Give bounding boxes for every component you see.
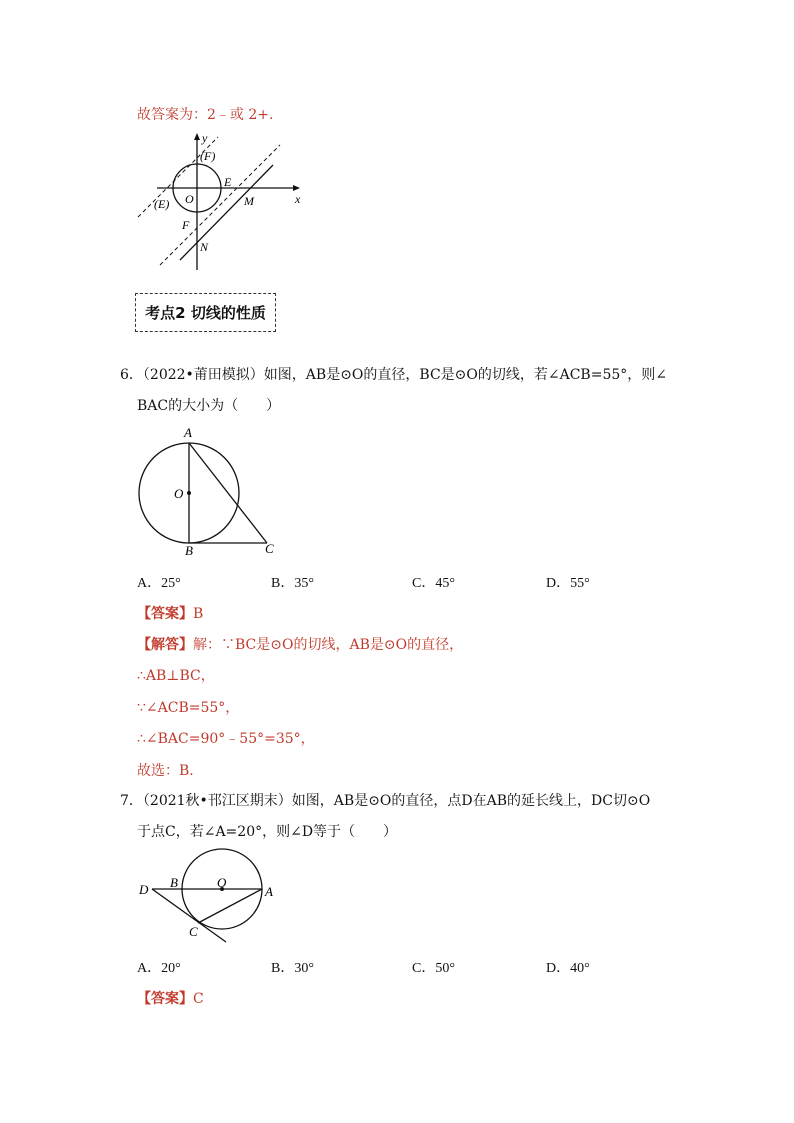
q6-option-d: D．55°: [546, 576, 590, 591]
q6-solution-line2: ∴AB⊥BC，: [137, 668, 215, 684]
figure-q7-circle-tangent: [130, 844, 280, 944]
q7-answer-value: C: [193, 991, 204, 1007]
fig1-label-x: x: [295, 192, 301, 206]
q6-label-c: C: [265, 541, 274, 556]
q6-option-a: A．25°: [137, 576, 181, 591]
q7-option-c: C．50°: [412, 961, 455, 976]
q6-option-c: C．45°: [412, 576, 455, 591]
section-heading-box: [135, 293, 276, 332]
section-heading: 考点2 切线的性质: [145, 304, 266, 322]
fig1-label-n: N: [200, 240, 209, 254]
fig1-label-o: O: [185, 192, 194, 206]
fig1-label-f: F: [182, 218, 190, 232]
q7-stem-line2: 于点C，若∠A=20°，则∠D等于（ ）: [137, 824, 398, 840]
q6-solution-line5: 故选：B.: [137, 763, 194, 779]
q6-label-b: B: [185, 543, 193, 558]
q7-option-a: A．20°: [137, 961, 181, 976]
figure-coordinate-circle: [130, 128, 310, 273]
q6-solution-line1: [137, 634, 463, 654]
q7-label-o: O: [217, 875, 227, 890]
q7-label-b: B: [170, 875, 178, 890]
q6-answer-tag: 【答案】: [137, 606, 193, 622]
q6-label-o: O: [174, 486, 184, 501]
q7-option-b: B．30°: [271, 961, 314, 976]
q6-option-b: B．35°: [271, 576, 314, 591]
q6-label-a: A: [184, 425, 192, 440]
q7-label-d: D: [139, 882, 149, 897]
q6-stem-line2: BAC的大小为（ ）: [137, 398, 281, 414]
q7-answer: [137, 988, 204, 1008]
q6-solution-tag: 【解答】: [137, 637, 193, 653]
previous-answer: 故答案为：2﹣或 2+.: [137, 107, 274, 123]
fig1-label-f-paren: (F): [200, 149, 216, 163]
fig1-label-e: E: [224, 175, 232, 189]
q7-answer-tag: 【答案】: [137, 991, 193, 1007]
figure-q6-circle-tangent: [130, 422, 290, 558]
fig1-label-y: y: [202, 131, 208, 145]
q6-solution-line3: ∵∠ACB=55°，: [137, 700, 240, 716]
fig1-label-e-paren: (E): [154, 197, 170, 211]
q6-stem-line1: 6．（2022•莆田模拟）如图，AB是⊙O的直径，BC是⊙O的切线，若∠ACB=55°，则∠: [120, 367, 667, 383]
q7-label-a: A: [265, 884, 273, 899]
q7-option-d: D．40°: [546, 961, 590, 976]
q7-stem-line1: 7．（2021秋•邗江区期末）如图，AB是⊙O的直径，点D在AB的延长线上，DC切⊙O: [120, 793, 651, 809]
fig1-label-m: M: [244, 194, 254, 208]
q6-solution-line4: ∴∠BAC=90°﹣55°=35°，: [137, 731, 315, 747]
q6-answer-value: B: [193, 606, 204, 622]
q6-solution-text1: 解：∵BC是⊙O的切线，AB是⊙O的直径，: [193, 637, 464, 653]
q6-answer: [137, 603, 203, 623]
q7-label-c: C: [189, 924, 198, 939]
